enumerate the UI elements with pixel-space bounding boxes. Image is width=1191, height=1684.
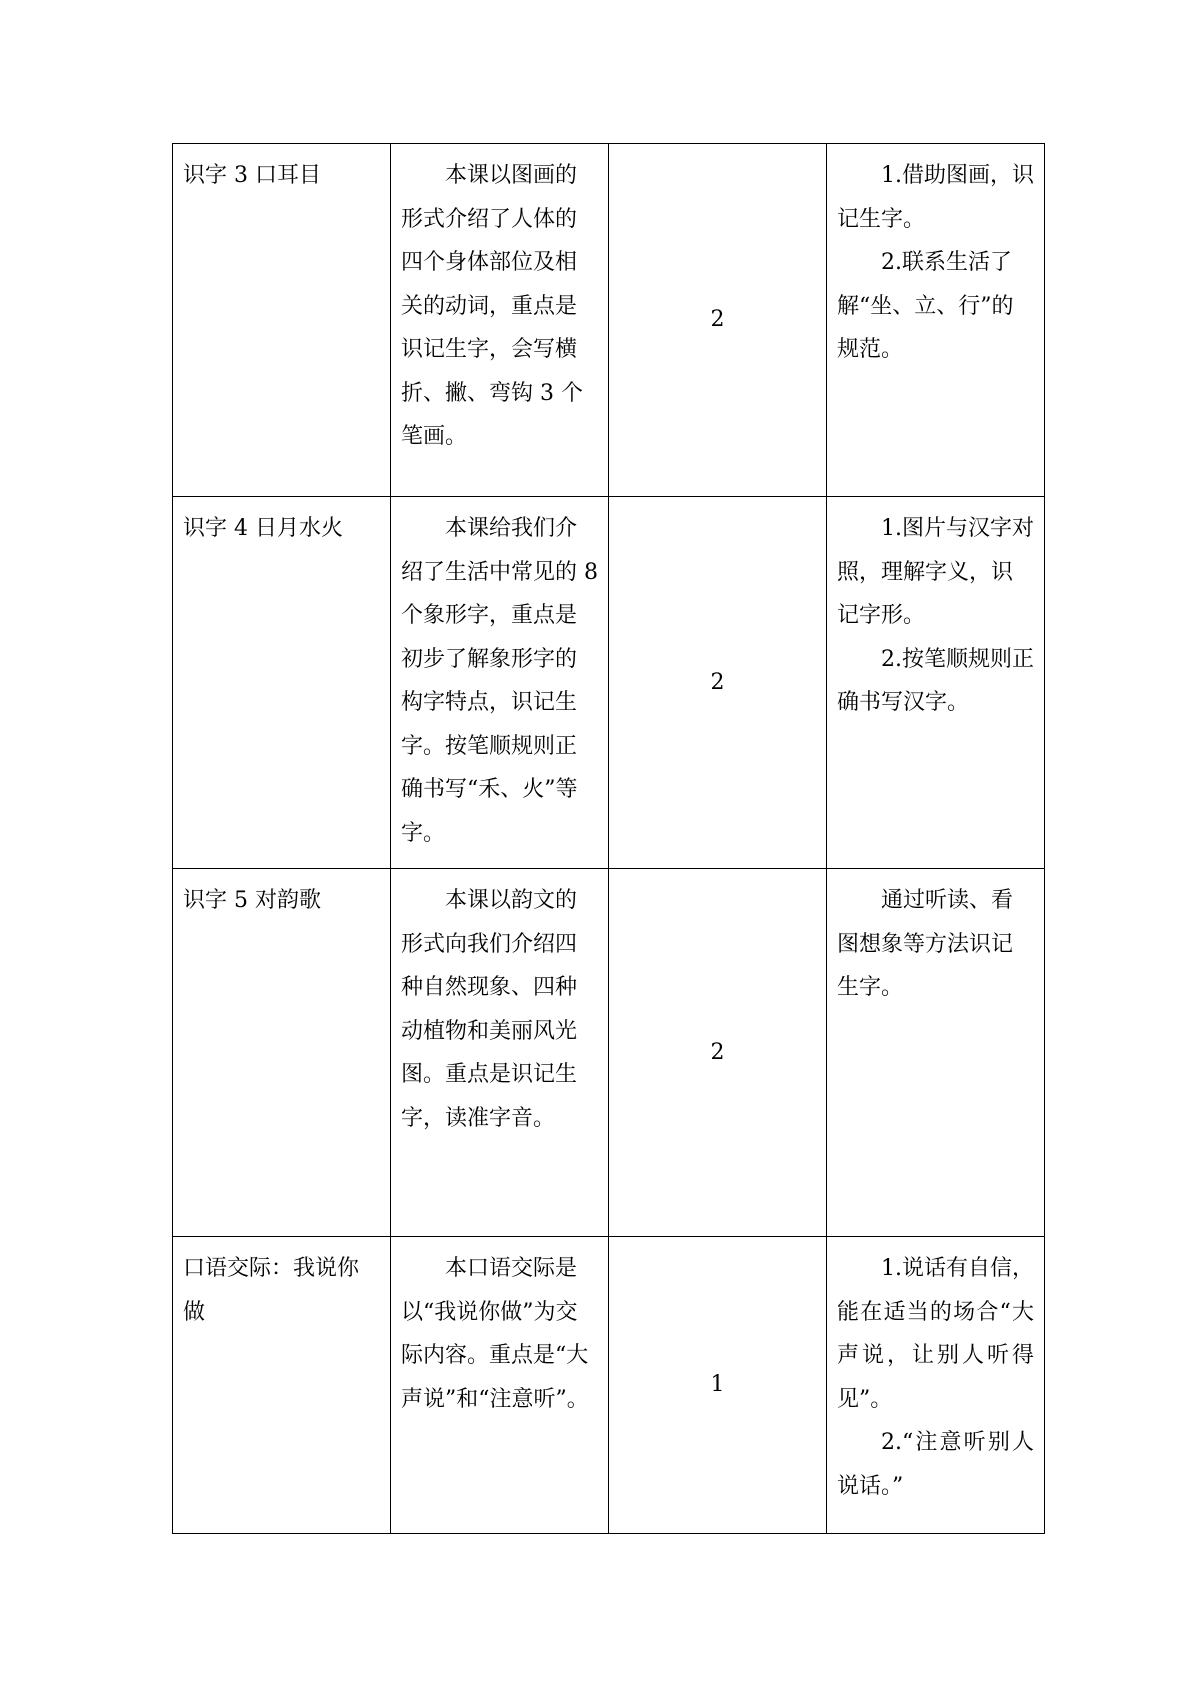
lesson-hours: 2	[710, 1039, 725, 1065]
lesson-description: 本口语交际是以“我说你做”为交际内容。重点是“大声说”和“注意听”。	[401, 1256, 589, 1412]
table-row	[173, 144, 1045, 497]
lesson-description: 本课给我们介绍了生活中常见的 8 个象形字，重点是初步了解象形字的构字特点，识记生字。按笔顺规则正确书写“禾、火”等字。	[401, 516, 598, 846]
table-row	[173, 869, 1045, 1237]
lesson-hours-cell	[609, 497, 827, 869]
lesson-hours-cell	[609, 869, 827, 1237]
lesson-hours-cell	[609, 144, 827, 497]
lesson-title: 识字 3 口耳目	[183, 163, 321, 188]
lesson-title: 识字 5 对韵歌	[183, 888, 321, 913]
lesson-goals-cell	[827, 144, 1045, 497]
lesson-description-cell	[391, 497, 609, 869]
lesson-goal: 2.“注意听别人说话。”	[837, 1430, 1034, 1499]
lesson-title-cell	[173, 497, 391, 869]
lesson-hours-cell	[609, 1237, 827, 1534]
lesson-goals-cell	[827, 869, 1045, 1237]
lesson-goal: 1.图片与汉字对照，理解字义，识记字形。	[837, 516, 1034, 628]
lesson-goal: 1.说话有自信，能在适当的场合“大声说，让别人听得见”。	[837, 1256, 1034, 1412]
lesson-goal: 2.按笔顺规则正确书写汉字。	[837, 646, 1034, 715]
lesson-description: 本课以图画的形式介绍了人体的四个身体部位及相关的动词，重点是识记生字，会写横折、撇、弯钩 3 个笔画。	[401, 163, 583, 449]
lesson-hours: 1	[710, 1372, 725, 1398]
lesson-title: 识字 4 日月水火	[183, 516, 343, 541]
lesson-goal: 2.联系生活了解“坐、立、行”的规范。	[837, 250, 1014, 362]
lesson-description: 本课以韵文的形式向我们介绍四种自然现象、四种动植物和美丽风光图。重点是识记生字，读准字音。	[401, 888, 578, 1131]
lesson-hours: 2	[710, 307, 725, 333]
lesson-hours: 2	[710, 669, 725, 695]
lesson-description-cell	[391, 869, 609, 1237]
lesson-title-cell	[173, 1237, 391, 1534]
lesson-title-cell	[173, 869, 391, 1237]
lesson-goal: 通过听读、看图想象等方法识记生字。	[837, 888, 1014, 1000]
lesson-goals-cell	[827, 1237, 1045, 1534]
lesson-plan-table	[172, 143, 1045, 1534]
lesson-description-cell	[391, 1237, 609, 1534]
lesson-title-cell	[173, 144, 391, 497]
lesson-goals-cell	[827, 497, 1045, 869]
lesson-goal: 1.借助图画，识记生字。	[837, 163, 1034, 232]
table-row	[173, 1237, 1045, 1534]
lesson-description-cell	[391, 144, 609, 497]
lesson-title: 口语交际：我说你做	[183, 1256, 360, 1325]
table-row	[173, 497, 1045, 869]
